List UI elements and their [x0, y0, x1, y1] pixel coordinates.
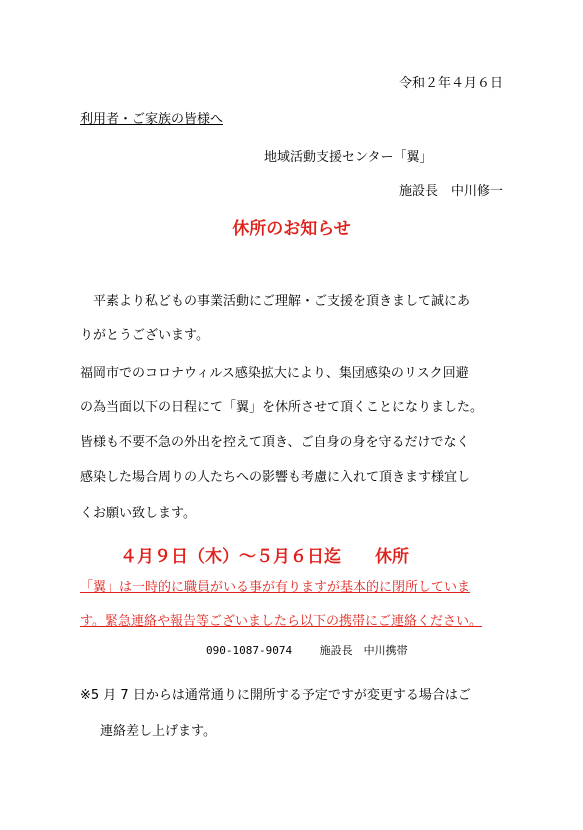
body-line: 平素より私どもの事業活動にご理解・ご支援を頂きまして誠にあ [80, 294, 471, 309]
closure-period: ４月９日（木）～５月６日迄 休所 [120, 547, 409, 567]
document-date: 令和２年４月６日 [398, 76, 503, 91]
body-line: 皆様も不要不急の外出を控えて頂き、ご自身の身を守るだけでなく [80, 435, 470, 450]
body-line: 感染した場合周りの人たちへの影響も考慮に入れて頂きます様宜し [80, 470, 471, 485]
organization-name: 地域活動支援センター「翼」 [264, 150, 433, 165]
contact-phone: 090-1087-9074 [206, 644, 293, 657]
warning-line: 「翼」は一時的に職員がいる事が有りますが基本的に閉所していま [80, 580, 471, 595]
body-line: りがとうございます。 [80, 328, 209, 343]
director-name: 施設長 中川修一 [398, 184, 503, 199]
body-line: の為当面以下の日程にて「翼」を休所させて頂くことになりました。 [80, 400, 484, 415]
body-line: くお願い致します。 [80, 506, 196, 521]
notice-title: 休所のお知らせ [232, 219, 351, 239]
body-line: 福岡市でのコロナウィルス感染拡大により、集団感染のリスク回避 [80, 366, 469, 381]
warning-line: す。緊急連絡や報告等ございましたら以下の携帯にご連絡ください。 [80, 614, 482, 629]
recipient-line: 利用者・ご家族の皆様へ [80, 112, 224, 127]
contact-label: 施設長 中川携帯 [319, 644, 408, 657]
note-line: ※5 月 7 日からは通常通りに開所する予定ですが変更する場合はご [80, 688, 471, 703]
contact-info [206, 642, 408, 658]
note-line: 連絡差し上げます。 [100, 724, 216, 739]
